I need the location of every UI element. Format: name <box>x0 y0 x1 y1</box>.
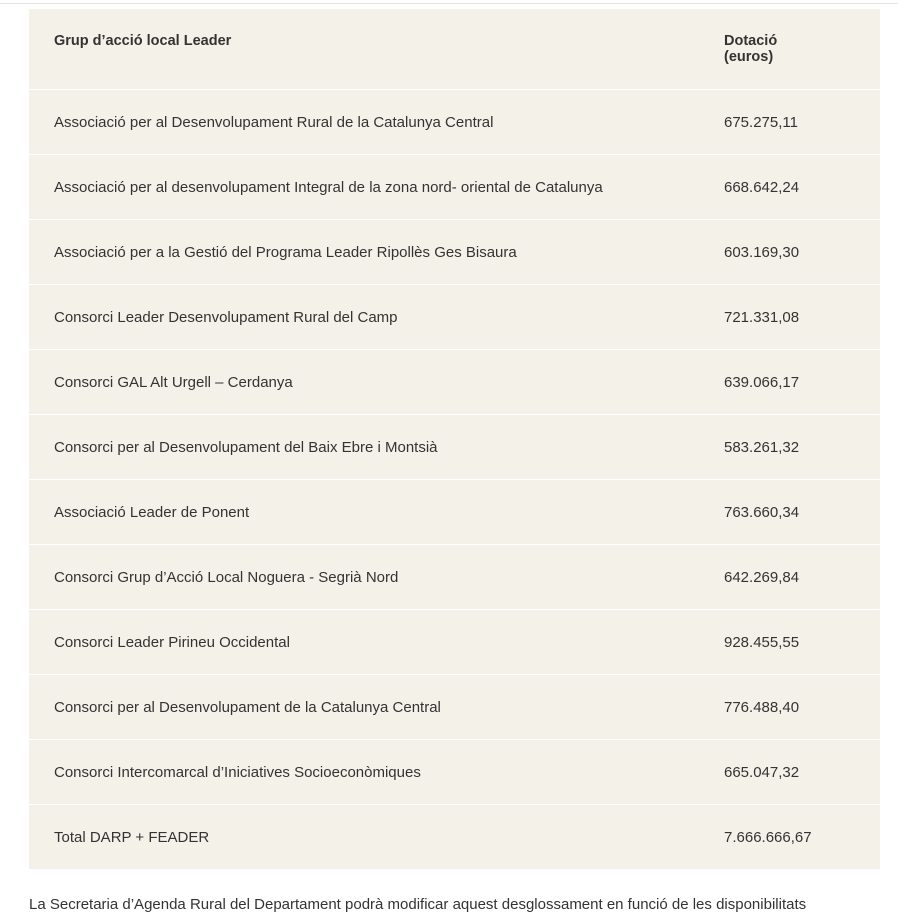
amount-cell: 603.169,30 <box>724 243 800 261</box>
table-row <box>29 609 880 674</box>
amount-cell: 668.642,24 <box>724 178 800 196</box>
group-name-cell: Associació per al Desenvolupament Rural de la Catalunya Central <box>54 113 494 131</box>
group-name-cell: Consorci per al Desenvolupament del Baix Ebre i Montsià <box>54 438 438 456</box>
footer-paragraph: La Secretaria d’Agenda Rural del Departament podrà modificar aquest desglossament en funció de les disponibilitats <box>29 896 807 913</box>
table-row <box>29 219 880 284</box>
group-name-cell: Consorci Intercomarcal d’Iniciatives Socioeconòmiques <box>54 763 421 781</box>
group-name-cell: Associació Leader de Ponent <box>54 503 250 521</box>
table-row <box>29 414 880 479</box>
table-row <box>29 739 880 804</box>
table-row <box>29 154 880 219</box>
group-name-cell: Consorci Leader Pirineu Occidental <box>54 633 290 651</box>
amount-cell: 928.455,55 <box>724 633 800 651</box>
group-name-cell: Associació per al desenvolupament Integral de la zona nord- oriental de Catalunya <box>54 178 603 196</box>
table-row <box>29 349 880 414</box>
group-name-cell: Consorci GAL Alt Urgell – Cerdanya <box>54 373 293 391</box>
amount-cell: 721.331,08 <box>724 308 800 326</box>
amount-cell: 7.666.666,67 <box>724 828 812 846</box>
table-header-row <box>29 9 880 89</box>
amount-cell: 763.660,34 <box>724 503 800 521</box>
table-row <box>29 89 880 154</box>
table-row <box>29 544 880 609</box>
group-name-cell: Consorci Grup d’Acció Local Noguera - Segrià Nord <box>54 568 399 586</box>
group-name-cell: Consorci per al Desenvolupament de la Catalunya Central <box>54 698 441 716</box>
amount-cell: 665.047,32 <box>724 763 800 781</box>
amount-cell: 675.275,11 <box>724 113 798 131</box>
amount-cell: 776.488,40 <box>724 698 800 716</box>
table-body <box>29 89 880 869</box>
table-row <box>29 804 880 869</box>
amount-cell: 639.066,17 <box>724 373 800 391</box>
table-row <box>29 284 880 349</box>
top-divider <box>0 3 898 4</box>
amount-cell: 583.261,32 <box>724 438 800 456</box>
table-row <box>29 479 880 544</box>
group-name-cell: Associació per a la Gestió del Programa Leader Ripollès Ges Bisaura <box>54 243 517 261</box>
amount-cell: 642.269,84 <box>724 568 800 586</box>
group-name-cell: Consorci Leader Desenvolupament Rural del Camp <box>54 308 398 326</box>
table-row <box>29 674 880 739</box>
funding-table <box>29 9 880 869</box>
header-amount: Dotació (euros) <box>724 33 778 65</box>
header-group-name: Grup d’acció local Leader <box>54 33 232 49</box>
group-name-cell: Total DARP + FEADER <box>54 828 210 846</box>
